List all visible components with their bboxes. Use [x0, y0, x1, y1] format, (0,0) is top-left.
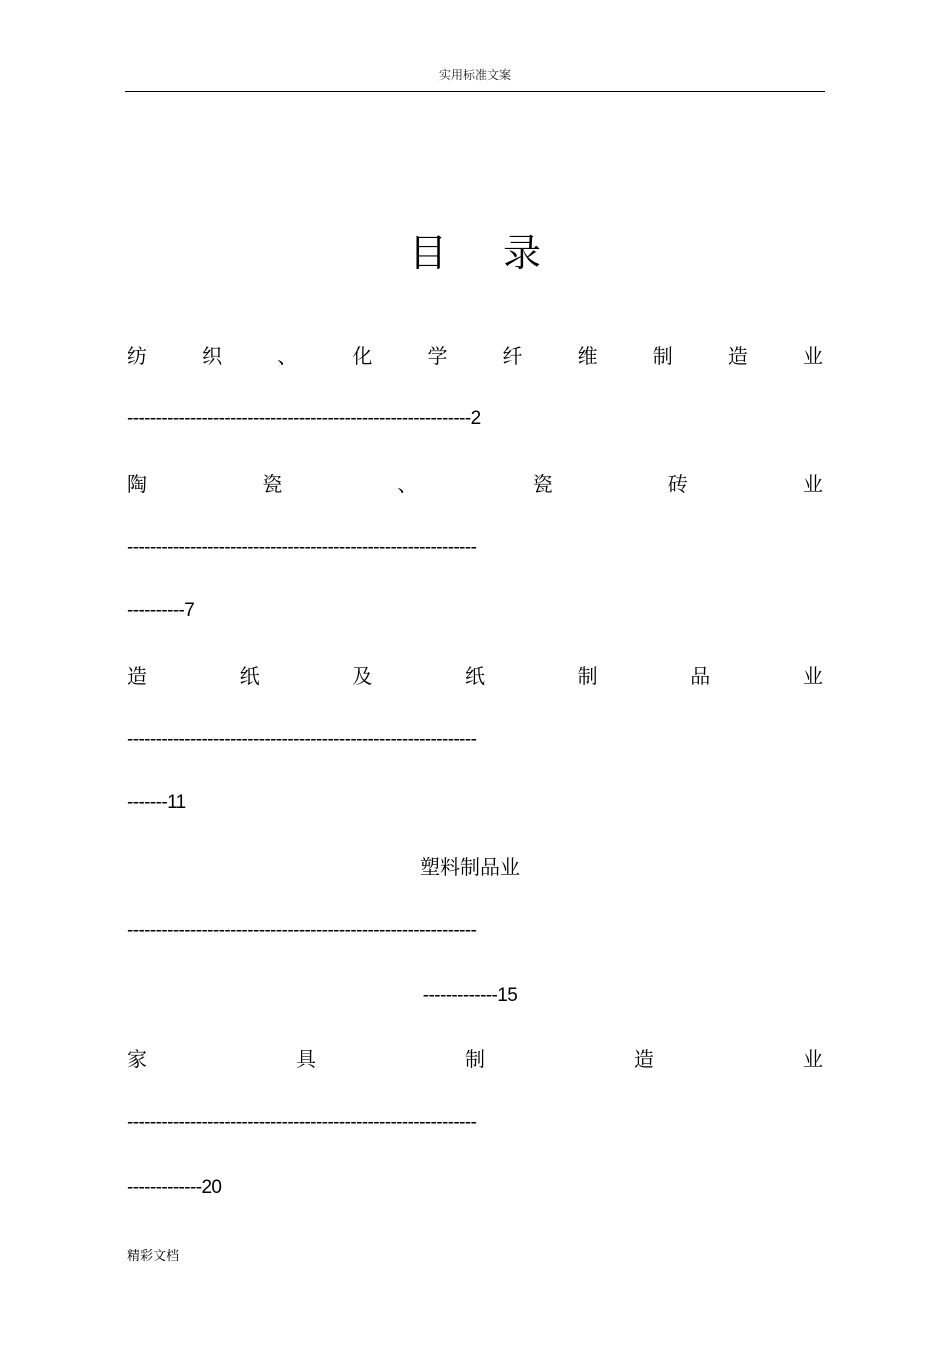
toc-char: 、	[277, 344, 298, 368]
toc-char: 瓷	[262, 472, 283, 496]
toc-char: 造	[127, 664, 147, 688]
page-footer: 精彩文档	[127, 1249, 180, 1264]
toc-char: 造	[634, 1047, 654, 1071]
toc-char: 纸	[239, 664, 260, 688]
toc-char: 维	[577, 344, 598, 368]
header-rule	[125, 91, 825, 92]
toc-char: 家	[127, 1047, 147, 1071]
toc-leader-furniture: -------------------------------------------------------------	[127, 1112, 477, 1133]
toc-page-ceramics: ----------7	[127, 600, 195, 621]
toc-char: 学	[427, 344, 448, 368]
toc-char: 制	[652, 344, 673, 368]
toc-char: 业	[802, 344, 823, 368]
toc-entry-furniture-title	[127, 1044, 823, 1074]
toc-char: 业	[802, 472, 823, 496]
toc-entry-plastics-title: 塑料制品业	[420, 855, 520, 879]
toc-char: 、	[397, 472, 418, 496]
toc-char: 织	[202, 344, 223, 368]
toc-char: 制	[465, 1047, 485, 1071]
toc-char: 纸	[464, 664, 485, 688]
toc-entry-textile-title	[127, 341, 823, 371]
toc-char: 及	[352, 664, 373, 688]
toc-page-paper: -------11	[127, 792, 186, 813]
toc-leader-plastics: -------------------------------------------------------------	[127, 920, 477, 941]
toc-char: 品	[690, 664, 711, 688]
toc-char: 纤	[502, 344, 523, 368]
toc-leader-paper: -------------------------------------------------------------	[127, 729, 477, 750]
toc-char: 瓷	[532, 472, 553, 496]
toc-char: 纺	[127, 344, 147, 368]
toc-char: 业	[803, 1047, 823, 1071]
toc-char: 砖	[667, 472, 688, 496]
toc-char: 化	[352, 344, 373, 368]
toc-entry-ceramics-title	[127, 469, 823, 499]
toc-char: 制	[577, 664, 598, 688]
toc-char: 具	[296, 1047, 316, 1071]
toc-leader-ceramics: -------------------------------------------------------------	[127, 537, 477, 558]
toc-char: 陶	[127, 472, 147, 496]
toc-leader-textile: ------------------------------------------------------------2	[127, 408, 481, 429]
toc-page-furniture: -------------20	[127, 1177, 222, 1198]
toc-page-plastics: -------------15	[422, 985, 518, 1006]
toc-entry-paper-title	[127, 661, 823, 691]
page-title: 目 录	[408, 231, 564, 275]
toc-char: 造	[727, 344, 748, 368]
page-header: 实用标准文案	[438, 68, 511, 82]
toc-char: 业	[802, 664, 823, 688]
